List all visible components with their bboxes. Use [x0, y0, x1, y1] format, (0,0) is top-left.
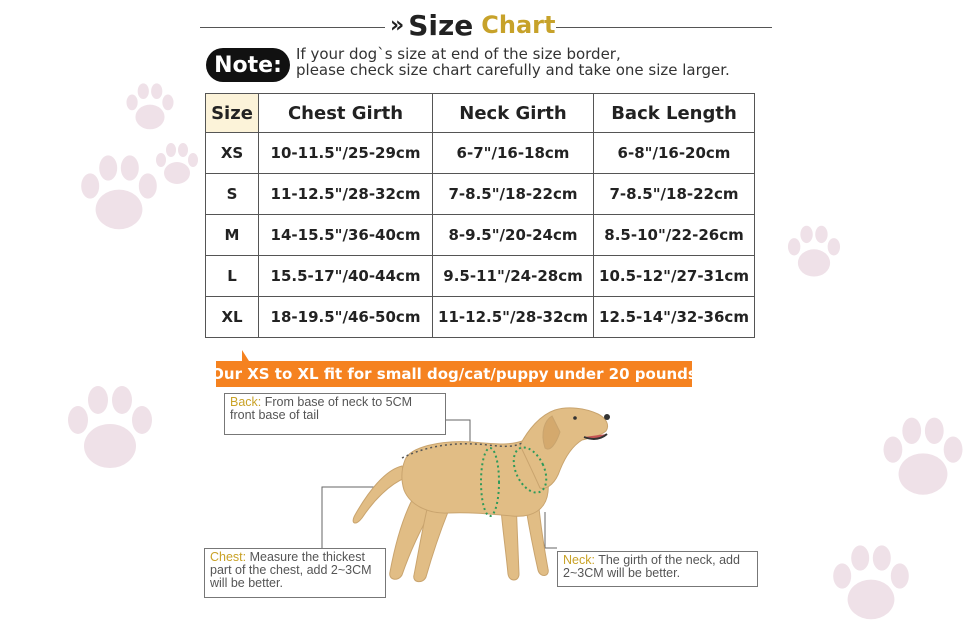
cell-back: 10.5-12"/27-31cm — [594, 256, 755, 297]
cell-back: 6-8"/16-20cm — [594, 133, 755, 174]
neck-callout — [557, 551, 758, 587]
chest-text-3: will be better. — [210, 576, 283, 590]
back-text-1: From base of neck to 5CM — [261, 395, 413, 409]
note-line-1: If your dog`s size at end of the size border, — [296, 45, 621, 63]
neck-text-2: 2~3CM will be better. — [563, 566, 681, 580]
cell-chest: 11-12.5"/28-32cm — [259, 174, 433, 215]
chest-text-2: part of the chest, add 2~3CM — [210, 563, 372, 577]
cell-back: 8.5-10"/22-26cm — [594, 215, 755, 256]
fit-banner: Our XS to XL fit for small dog/cat/puppy under 20 pounds — [216, 361, 692, 387]
cell-chest: 15.5-17"/40-44cm — [259, 256, 433, 297]
cell-chest: 18-19.5"/46-50cm — [259, 297, 433, 338]
cell-chest: 14-15.5"/36-40cm — [259, 215, 433, 256]
cell-size: S — [206, 174, 259, 215]
chest-text-1: Measure the thickest — [246, 550, 365, 564]
cell-back: 12.5-14"/32-36cm — [594, 297, 755, 338]
title-size: Size — [408, 8, 474, 42]
cell-neck: 8-9.5"/20-24cm — [433, 215, 594, 256]
cell-chest: 10-11.5"/25-29cm — [259, 133, 433, 174]
cell-neck: 7-8.5"/18-22cm — [433, 174, 594, 215]
cell-size: XL — [206, 297, 259, 338]
note-line-2: please check size chart carefully and take one size larger. — [296, 61, 730, 79]
back-callout — [224, 393, 446, 435]
neck-key: Neck: — [563, 553, 595, 567]
header-chest-girth: Chest Girth — [259, 94, 433, 133]
back-text-2: front base of tail — [230, 408, 319, 422]
chevron-icon: » — [390, 12, 405, 38]
header-neck-girth: Neck Girth — [433, 94, 594, 133]
cell-size: L — [206, 256, 259, 297]
cell-neck: 6-7"/16-18cm — [433, 133, 594, 174]
header-size: Size — [206, 94, 259, 133]
chest-callout — [204, 548, 386, 598]
cell-neck: 9.5-11"/24-28cm — [433, 256, 594, 297]
chest-key: Chest: — [210, 550, 247, 564]
cell-size: M — [206, 215, 259, 256]
cell-size: XS — [206, 133, 259, 174]
title-chart: Chart — [481, 11, 556, 39]
neck-text-1: The girth of the neck, add — [594, 553, 740, 567]
note-label: Note: — [206, 48, 290, 82]
back-key: Back: — [230, 395, 262, 409]
cell-neck: 11-12.5"/28-32cm — [433, 297, 594, 338]
cell-back: 7-8.5"/18-22cm — [594, 174, 755, 215]
header-back-length: Back Length — [594, 94, 755, 133]
